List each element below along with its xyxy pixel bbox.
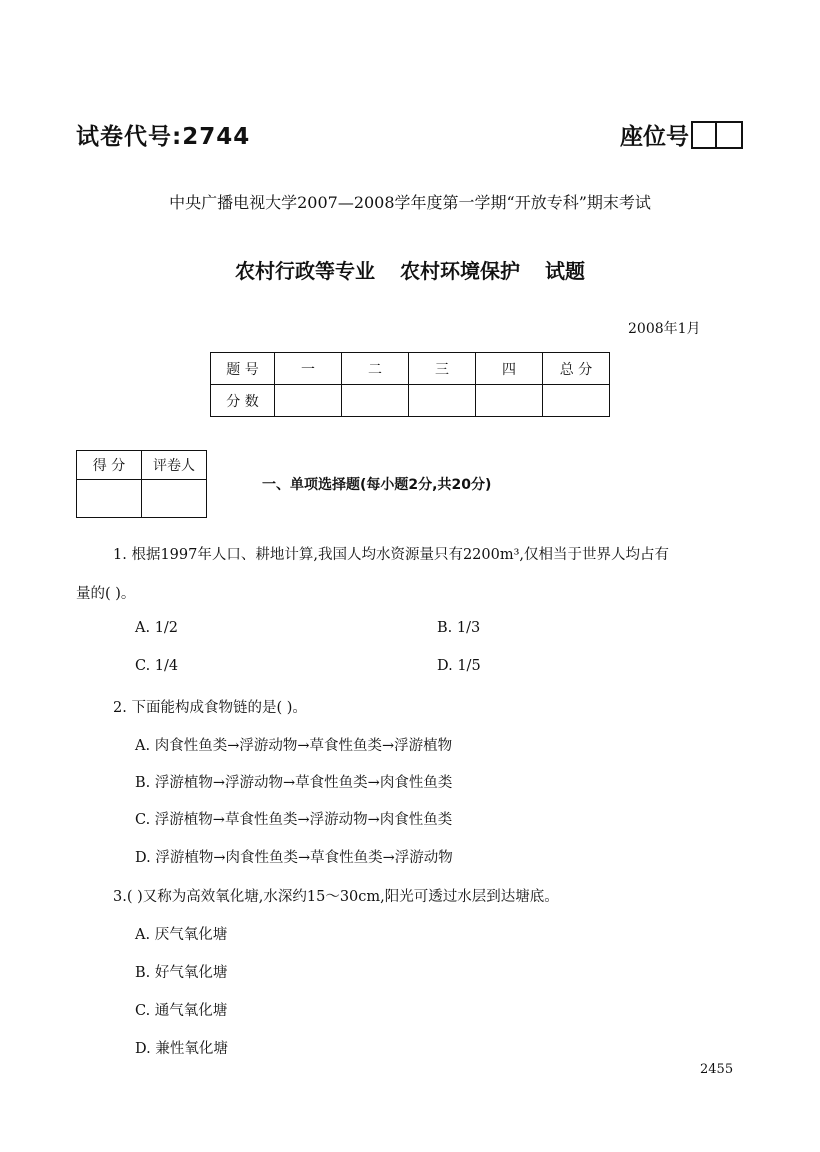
- grader-score-cell: [77, 480, 142, 518]
- grader-table: [76, 450, 207, 518]
- grader-name-cell: [142, 480, 207, 518]
- option: D. 兼性氧化塘: [135, 1041, 228, 1057]
- question-stem: 2. 下面能构成食物链的是( )。: [113, 700, 307, 716]
- option: A. 厌气氧化塘: [135, 927, 228, 943]
- page-number: 2455: [700, 1062, 734, 1077]
- option: D. 浮游植物→肉食性鱼类→草食性鱼类→浮游动物: [135, 850, 453, 866]
- score-table-cell: 总 分: [543, 353, 610, 385]
- score-entry-cell: [476, 385, 543, 417]
- paper-code: 试卷代号:2744: [76, 124, 251, 150]
- score-table-cell: 一: [275, 353, 342, 385]
- option: C. 1/4: [135, 658, 179, 674]
- option: B. 好气氧化塘: [135, 965, 228, 981]
- question-stem-continued: 量的( )。: [76, 586, 136, 602]
- score-table-cell: 题 号: [211, 353, 275, 385]
- question-stem: 3.( )又称为高效氧化塘,水深约15～30cm,阳光可透过水层到达塘底。: [113, 889, 559, 905]
- seat-number-box: [691, 121, 743, 149]
- option: A. 肉食性鱼类→浮游动物→草食性鱼类→浮游植物: [135, 738, 453, 754]
- option: B. 浮游植物→浮游动物→草食性鱼类→肉食性鱼类: [135, 775, 453, 791]
- score-entry-cell: [342, 385, 409, 417]
- score-table-cell: 分 数: [211, 385, 275, 417]
- subject-title: 农村行政等专业 农村环境保护 试题: [235, 259, 585, 283]
- grader-score-label: 得 分: [77, 451, 142, 480]
- score-table-cell: 二: [342, 353, 409, 385]
- seat-number: [620, 118, 743, 151]
- grader-name-label: 评卷人: [142, 451, 207, 480]
- score-entry-cell: [409, 385, 476, 417]
- section-heading: 一、单项选择题(每小题2分,共20分): [262, 477, 492, 493]
- question-stem: 1. 根据1997年人口、耕地计算,我国人均水资源量只有2200m³,仅相当于世界人均占有: [113, 547, 670, 563]
- option: C. 浮游植物→草食性鱼类→浮游动物→肉食性鱼类: [135, 812, 453, 828]
- score-table-header-row: [211, 353, 610, 385]
- option: D. 1/5: [437, 658, 481, 674]
- exam-title: 中央广播电视大学2007—2008学年度第一学期“开放专科”期末考试: [169, 193, 651, 212]
- exam-date: 2008年1月: [628, 321, 701, 337]
- score-table-cell: 四: [476, 353, 543, 385]
- score-entry-cell: [275, 385, 342, 417]
- score-table-score-row: [211, 385, 610, 417]
- option: C. 通气氧化塘: [135, 1003, 228, 1019]
- option: A. 1/2: [135, 620, 179, 636]
- score-entry-cell: [543, 385, 610, 417]
- option: B. 1/3: [437, 620, 481, 636]
- score-table: [210, 352, 610, 417]
- score-table-cell: 三: [409, 353, 476, 385]
- seat-label: 座位号: [620, 124, 689, 150]
